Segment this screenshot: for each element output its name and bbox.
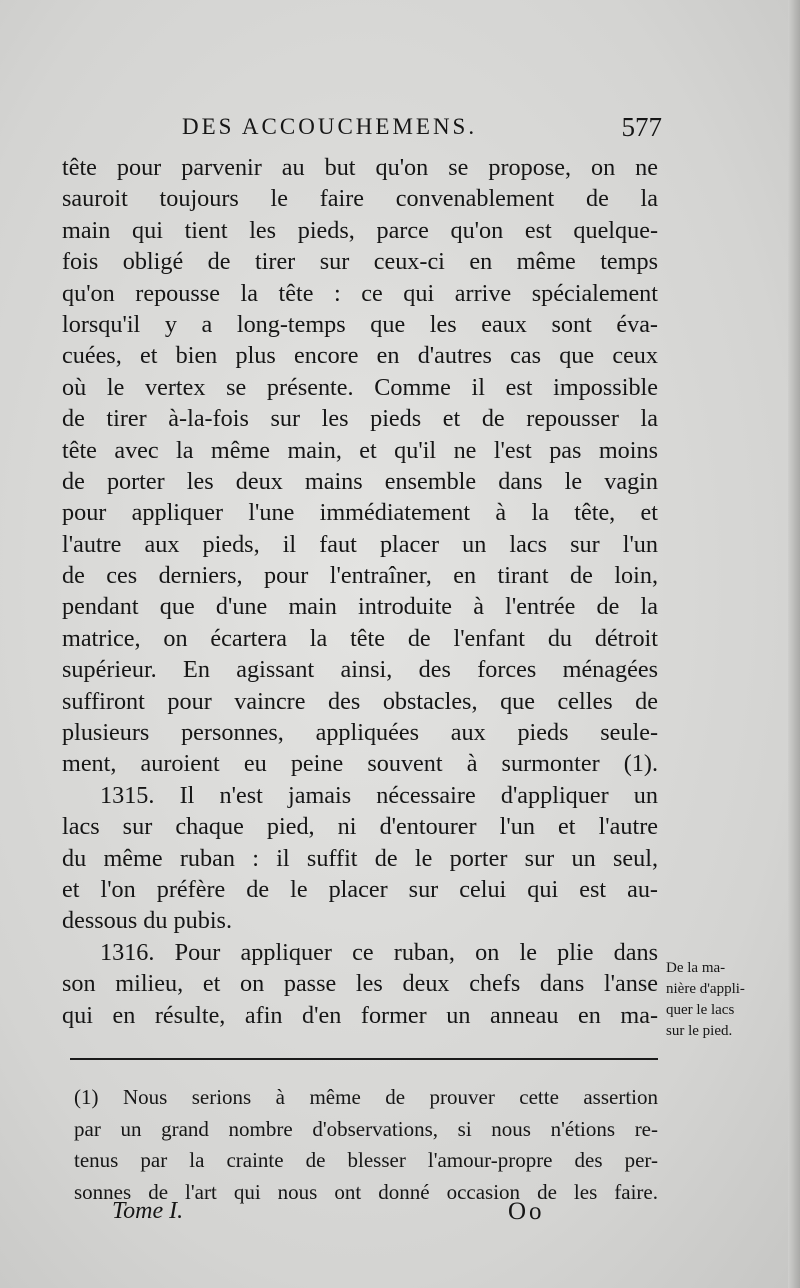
paragraph-start-1316: 1316. Pour appliquer ce ruban, on le plie dans — [100, 938, 658, 966]
margin-note-line: sur le pied. — [666, 1023, 733, 1039]
text-line: et l'on préfère de le placer sur celui qui est au- — [62, 875, 658, 903]
footnote — [74, 1082, 658, 1208]
text-line: son milieu, et on passe les deux chefs dans l'anse — [62, 970, 658, 998]
body-text — [62, 152, 658, 1031]
text-line: cuées, et bien plus encore en d'autres cas que ceux — [62, 342, 658, 370]
margin-note-line: quer le lacs — [666, 1002, 735, 1018]
text-line: supérieur. En agissant ainsi, des forces ménagées — [62, 656, 658, 684]
text-line: du même ruban : il suffit de le porter sur un seul, — [62, 844, 658, 872]
text-line: de porter les deux mains ensemble dans le vagin — [62, 467, 658, 495]
margin-note-line: nière d'appli- — [666, 981, 745, 997]
text-line: plusieurs personnes, appliquées aux pieds seule- — [62, 719, 658, 747]
text-line: lacs sur chaque pied, ni d'entourer l'un et l'autre — [62, 813, 658, 841]
signature-line — [112, 1198, 582, 1232]
text-line: suffiront pour vaincre des obstacles, que celles de — [62, 687, 658, 715]
text-line: matrice, on écartera la tête de l'enfant du détroit — [62, 624, 658, 652]
footnote-line: par un grand nombre d'observations, si nous n'étions re- — [74, 1116, 658, 1141]
footnote-line: (1) Nous serions à même de prouver cette assertion — [74, 1085, 658, 1109]
text-line: pour appliquer l'une immédiatement à la tête, et — [62, 499, 658, 527]
footnote-line: tenus par la crainte de blesser l'amour-propre des per- — [74, 1148, 658, 1172]
text-line: qui en résulte, afin d'en former un anneau en ma- — [62, 1001, 658, 1029]
text-line: qu'on repousse la tête : ce qui arrive spécialement — [62, 279, 658, 307]
page-edge — [788, 0, 800, 1288]
text-line: sauroit toujours le faire convenablement de la — [62, 185, 658, 213]
margin-note-line: De la ma- — [666, 960, 726, 976]
text-line: pendant que d'une main introduite à l'entrée de la — [62, 593, 658, 621]
volume-label: Tome I. — [112, 1198, 184, 1224]
text-line: tête pour parvenir au but qu'on se propose, on ne — [62, 154, 658, 181]
text-line: où le vertex se présente. Comme il est impossible — [62, 373, 658, 401]
text-line: fois obligé de tirer sur ceux-ci en même temps — [62, 248, 658, 276]
text-line: lorsqu'il y a long-temps que les eaux sont éva- — [62, 310, 658, 338]
text-line: main qui tient les pieds, parce qu'on est quelque- — [62, 216, 658, 244]
text-line: dessous du pubis. — [62, 907, 232, 935]
signature-mark: Oo — [508, 1198, 545, 1225]
text-line: de tirer à-la-fois sur les pieds et de repousser la — [62, 405, 658, 433]
text-line: de ces derniers, pour l'entraîner, en tirant de loin, — [62, 562, 658, 590]
paragraph-start-1315: 1315. Il n'est jamais nécessaire d'appliquer un — [100, 781, 658, 809]
text-line: ment, auroient eu peine souvent à surmonter (1). — [62, 750, 658, 778]
text-line: tête avec la même main, et qu'il ne l'est pas moins — [62, 436, 658, 464]
text-line: l'autre aux pieds, il faut placer un lacs sur l'un — [62, 530, 658, 558]
footnote-rule — [70, 1058, 658, 1060]
running-title: DES ACCOUCHEMENS. — [182, 114, 478, 139]
margin-note — [666, 958, 796, 1042]
page-header — [182, 112, 662, 148]
footnote-line: sonnes de l'art qui nous ont donné occasion de les faire. — [74, 1179, 658, 1204]
page-number: 577 — [621, 112, 662, 142]
